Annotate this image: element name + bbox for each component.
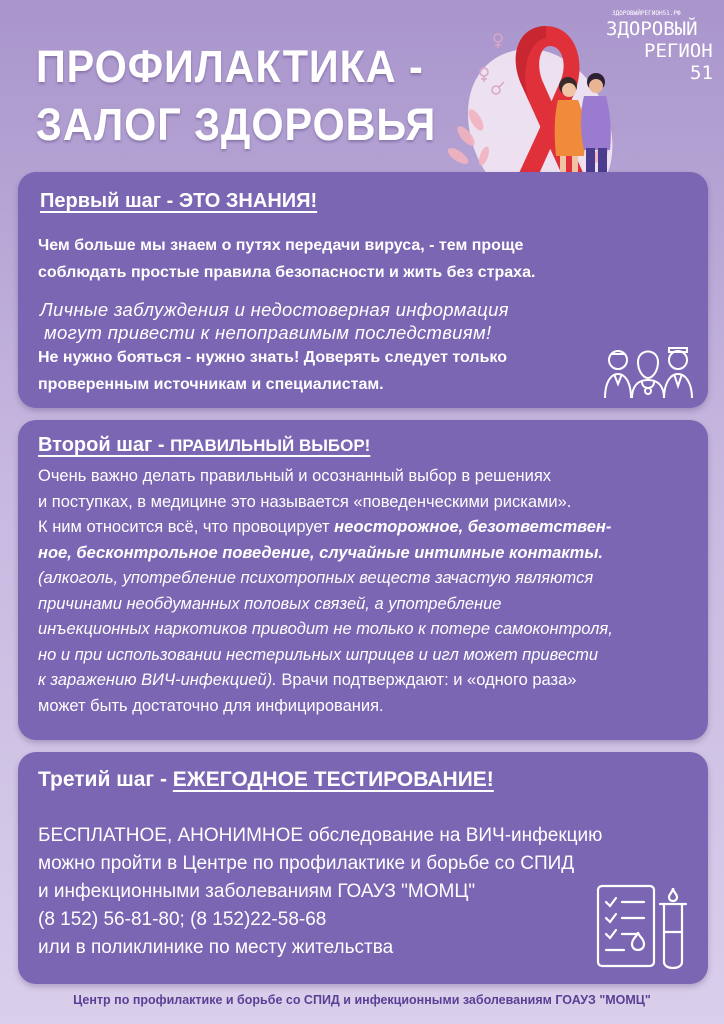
step2-line-6: причинами необдуманных половых связей, а употребление (38, 594, 502, 613)
step3-line-2: можно пройти в Центре по профилактике и борьбе со СПИД (38, 853, 575, 874)
step2-line-7: инъекционных наркотиков приводит не только к потере самоконтроля, (38, 620, 613, 638)
step1-bold-block-2 (38, 344, 507, 398)
doctors-icon (602, 342, 694, 400)
step1-italic-line-1: Личные заблуждения и недостоверная информация (40, 299, 509, 320)
step2-line-9 (38, 668, 613, 694)
title-line-1: ПРОФИЛАКТИКА - (36, 41, 424, 92)
brand-line-1: ЗДОРОВЫЙ (606, 18, 698, 40)
step2-line-8: но и при использовании нестерильных шприцев и игл может привести (38, 645, 599, 664)
step1-bold-block-1 (38, 232, 535, 286)
step1-italic-block (40, 298, 509, 344)
step3-heading-main: ЕЖЕГОДНОЕ ТЕСТИРОВАНИЕ! (172, 768, 494, 791)
step1-heading: Первый шаг - ЭТО ЗНАНИЯ! (40, 190, 318, 212)
step2-heading (38, 434, 370, 457)
step2-body (38, 464, 613, 719)
step1-bold-line-4: проверенным источникам и специалистам. (38, 376, 384, 393)
step2-line-3 (38, 515, 613, 541)
step3-card (18, 752, 708, 984)
step3-line-5: или в поликлинике по месту жительства (38, 937, 394, 958)
step2-line-1: Очень важно делать правильный и осознанный выбор в решениях (38, 467, 552, 485)
step3-line-3: и инфекционными заболеваниям ГОАУЗ "МОМЦ" (38, 881, 476, 902)
step3-heading-prefix: Третий шаг - (38, 768, 173, 791)
brand-url: ЗДОРОВЫЙРЕГИОН51.РФ (612, 10, 681, 17)
step2-line-4: ное, бесконтрольное поведение, случайные интимные контакты. (38, 543, 603, 562)
poster-title (36, 38, 441, 154)
step3-heading (38, 768, 494, 792)
step2-line-3-bold: неосторожное, безответствен- (334, 518, 612, 536)
brand-line-2: РЕГИОН (644, 40, 713, 62)
step1-bold-line-1: Чем больше мы знаем о путях передачи вируса, - тем проще (38, 237, 524, 254)
step1-card (18, 172, 708, 408)
step1-bold-line-3: Не нужно бояться - нужно знать! Доверять следует только (38, 349, 507, 366)
step2-heading-prefix: Второй шаг - (38, 434, 171, 456)
step3-line-1: БЕСПЛАТНОЕ, АНОНИМНОЕ обследование на ВИЧ-инфекцию (38, 825, 603, 846)
brand-line-3: 51 (690, 62, 713, 84)
title-line-2: ЗАЛОГ ЗДОРОВЬЯ (36, 99, 437, 150)
step2-line-2: и поступках, в медицине это называется «поведенческими рисками». (38, 492, 572, 511)
step2-line-3-plain: К ним относится всё, что провоцирует (38, 518, 335, 536)
step2-heading-main: ПРАВИЛЬНЫЙ ВЫБОР! (170, 436, 371, 455)
footer-text: Центр по профилактике и борьбе со СПИД и инфекционными заболеваниям ГОАУЗ "МОМЦ" (73, 993, 651, 1007)
step3-line-4: (8 152) 56-81-80; (8 152)22-58-68 (38, 909, 327, 930)
step1-italic-line-2: могут привести к непоправимым последствиям! (44, 322, 492, 343)
brand-logo (606, 4, 716, 100)
step2-card (18, 420, 708, 740)
test-checklist-icon (594, 882, 694, 974)
step2-line-10: может быть достаточно для инфицирования. (38, 696, 384, 715)
step1-bold-line-2: соблюдать простые правила безопасности и жить без страха. (38, 264, 536, 281)
step2-line-9-italic: к заражению ВИЧ-инфекцией). (38, 671, 277, 689)
step3-body (38, 822, 602, 962)
step2-line-5: (алкоголь, употребление психотропных веществ зачастую являются (38, 569, 594, 587)
step2-line-9-plain: Врачи подтверждают: и «одного раза» (276, 671, 577, 689)
